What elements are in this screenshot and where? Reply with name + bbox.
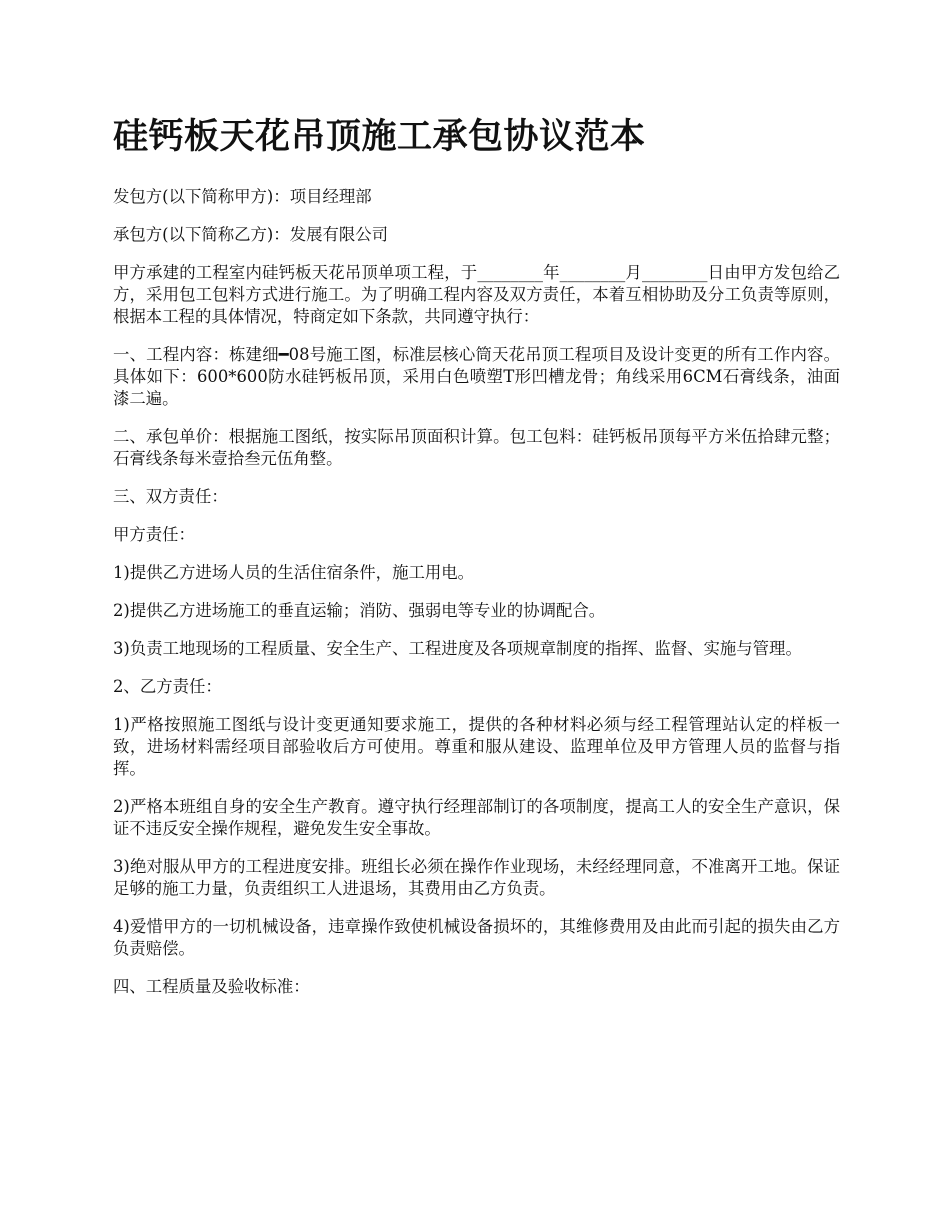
party-a-item-2: 2)提供乙方进场施工的垂直运输；消防、强弱电等专业的协调配合。 [113, 601, 606, 620]
party-a-item-1: 1)提供乙方进场人员的生活住宿条件，施工用电。 [113, 563, 475, 582]
party-b-item-3: 3)绝对服从甲方的工程进度安排。班组长必须在操作作业现场，未经经理同意，不准离开工地。保证足够的施工力量，负责组织工人进退场，其费用由乙方负责。 [113, 857, 840, 898]
party-b-line: 承包方(以下简称乙方)：发展有限公司 [113, 225, 389, 244]
intro-paragraph: 甲方承建的工程室内硅钙板天花吊顶单项工程，于________年________月________日由甲方发包给乙方，采用包工包料方式进行施工。为了明确工程内容及双方责任，本着互相协助及分工负责等原则，根据本工程的具体情况，特商定如下条款，共同遵守执行： [113, 263, 840, 326]
party-b-item-1: 1)严格按照施工图纸与设计变更通知要求施工，提供的各种材料必须与经工程管理站认定的样板一致，进场材料需经项目部验收后方可使用。尊重和服从建设、监理单位及甲方管理人员的监督与指挥。 [113, 715, 840, 778]
document-title: 硅钙板天花吊顶施工承包协议范本 [113, 116, 646, 157]
party-a-line: 发包方(以下简称甲方)：项目经理部 [113, 187, 372, 206]
party-b-item-2: 2)严格本班组自身的安全生产教育。遵守执行经理部制订的各项制度，提高工人的安全生产意识，保证不违反安全操作规程，避免发生安全事故。 [113, 797, 840, 838]
section-responsibilities-heading: 三、双方责任： [113, 487, 228, 506]
document-page [113, 112, 840, 1014]
party-b-item-4: 4)爱惜甲方的一切机械设备，违章操作致使机械设备损坏的，其维修费用及由此而引起的损失由乙方负责赔偿。 [113, 917, 840, 958]
party-a-item-3: 3)负责工地现场的工程质量、安全生产、工程进度及各项规章制度的指挥、监督、实施与管理。 [113, 639, 802, 658]
party-b-responsibilities-heading: 2、乙方责任： [113, 677, 222, 696]
section-project-content: 一、工程内容：栋建细━08号施工图，标准层核心筒天花吊顶工程项目及设计变更的所有工作内容。具体如下：600*600防水硅钙板吊顶，采用白色喷塑T形凹槽龙骨；角线采用6CM石膏线条，油面漆二遍。 [113, 345, 840, 408]
party-a-responsibilities-heading: 甲方责任： [113, 525, 195, 544]
section-quality-heading: 四、工程质量及验收标准： [113, 977, 310, 996]
section-unit-price: 二、承包单价：根据施工图纸，按实际吊顶面积计算。包工包料：硅钙板吊顶每平方米伍拾肆元整；石膏线条每米壹拾叁元伍角整。 [113, 427, 840, 468]
